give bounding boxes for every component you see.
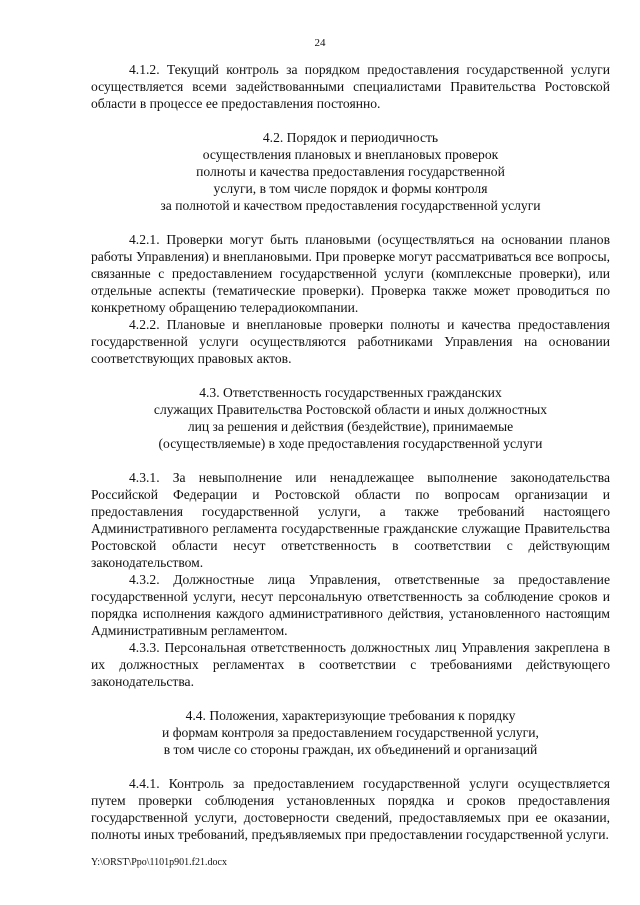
spacer	[91, 758, 610, 775]
heading-line: 4.2. Порядок и периодичность	[262, 130, 439, 145]
heading-4-2	[91, 129, 610, 214]
paragraph-4-2-1: 4.2.1. Проверки могут быть плановыми (осуществляться на основании планов работы Управления) и внеплановыми. При проверке могут рассматриваться все вопросы, связанные с предоставлением государственной услуги (комплексные проверки), или отдельные аспекты (тематические проверки). Проверка также может проводиться по конкретному обращению телерадиокомпании.	[91, 232, 610, 315]
heading-line: осуществления плановых и внеплановых проверок	[202, 147, 499, 162]
page-number: 24	[314, 37, 326, 49]
file-path-footer: Y:\ORST\Ppo\1101p901.f21.docx	[91, 857, 227, 868]
spacer	[91, 690, 610, 707]
spacer	[91, 112, 610, 129]
heading-line: 4.4. Положения, характеризующие требования к порядку	[185, 708, 516, 723]
heading-line: (осуществляемые) в ходе предоставления государственной услуги	[158, 436, 543, 451]
heading-line: в том числе со стороны граждан, их объединений и организаций	[163, 742, 538, 757]
paragraph-4-4-1: 4.4.1. Контроль за предоставлением государственной услуги осуществляется путем проверки соблюдения установленных порядка и сроков предоставления государственной услуги, достоверности сведений, предоставляемых при ее оказании, полноты иных требований, предъявляемых при предоставлении государственной услуги.	[91, 776, 610, 842]
heading-line: полноты и качества предоставления государственной	[196, 164, 505, 179]
heading-line: за полнотой и качеством предоставления государственной услуги	[160, 198, 541, 213]
heading-4-4	[91, 707, 610, 758]
spacer	[91, 214, 610, 231]
paragraph-4-2-2: 4.2.2. Плановые и внеплановые проверки полноты и качества предоставления государственной услуги осуществляются работниками Управления на основании соответствующих правовых актов.	[91, 317, 610, 366]
heading-line: и формам контроля за предоставлением государственной услуги,	[162, 725, 539, 740]
heading-line: лиц за решения и действия (бездействие), принимаемые	[187, 419, 514, 434]
heading-line: услуги, в том числе порядок и формы контроля	[213, 181, 488, 196]
paragraph-4-3-1: 4.3.1. За невыполнение или ненадлежащее выполнение законодательства Российской Федерации и Ростовской области по вопросам организации и предоставления государственной услуги, а также требований настоящего Административного регламента государственные гражданские служащие Правительства Ростовской области несут ответственность в соответствии с действующим законодательством.	[91, 470, 610, 570]
heading-line: 4.3. Ответственность государственных гражданских	[199, 385, 502, 400]
spacer	[91, 367, 610, 384]
heading-line: служащих Правительства Ростовской области и иных должностных	[153, 402, 548, 417]
heading-4-3	[91, 384, 610, 452]
spacer	[91, 452, 610, 469]
document-body	[91, 61, 610, 843]
paragraph-4-1-2: 4.1.2. Текущий контроль за порядком предоставления государственной услуги осуществляется всеми задействованными специалистами Правительства Ростовской области в процессе ее предоставления постоянно.	[91, 62, 610, 111]
paragraph-4-3-3: 4.3.3. Персональная ответственность должностных лиц Управления закреплена в их должностных регламентах в соответствии с требованиями действующего законодательства.	[91, 640, 610, 689]
paragraph-4-3-2: 4.3.2. Должностные лица Управления, ответственные за предоставление государственной услуги, несут персональную ответственность за соблюдение сроков и порядка исполнения каждого административного действия, установленного настоящим Административным регламентом.	[91, 572, 610, 638]
